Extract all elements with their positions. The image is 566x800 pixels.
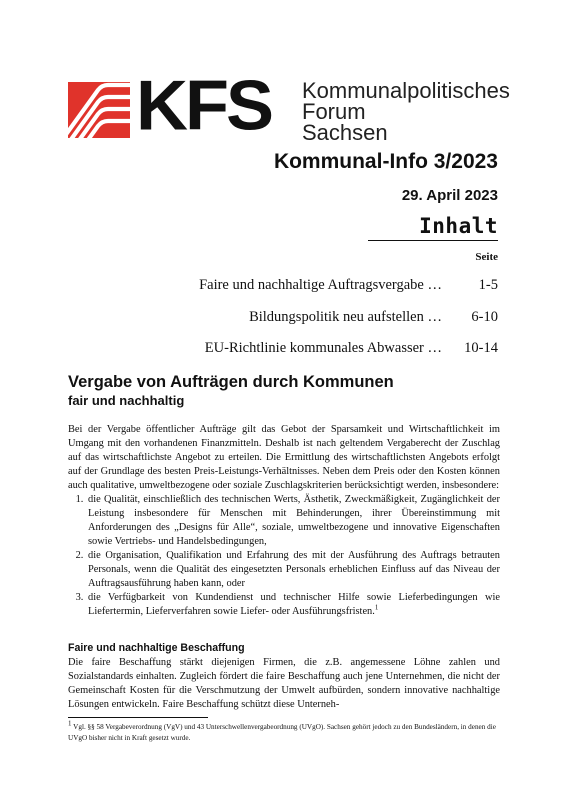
article-headline: Vergabe von Aufträgen durch Kommunen — [68, 373, 394, 391]
article-body — [68, 423, 500, 619]
footnote-text: Vgl. §§ 58 Vergabeverordnung (VgV) und 43 Unterschwellenvergabeordnung (UVgO). Sachsen gehört jedoch zu den Bundesländern, in denen die UVgO bisher nicht in Kraft gesetzt wurde. — [68, 723, 496, 742]
toc-divider — [368, 240, 498, 241]
issue-title: Kommunal-Info 3/2023 — [273, 150, 498, 173]
toc-item-title: Faire und nachhaltige Auftragsvergabe … — [199, 277, 442, 293]
list-item: 1. die Qualität, einschließlich des technischen Werts, Ästhetik, Zweckmäßigkeit, Zugänglichkeit der Leistung insbesondere für Menschen mit Behinderungen, ihrer Übereinstimmung mit Anforderungen des „Designs für Alle“, soziale, umweltbezogene und innovative Eigenschaften sowie Vertriebs- und Handelsbedingungen, — [86, 493, 500, 549]
footnote — [68, 719, 500, 744]
toc-page-label: Seite — [475, 251, 498, 263]
section-heading: Faire und nachhaltige Beschaffung — [68, 642, 245, 654]
section-text: Die faire Beschaffung stärkt diejenigen Firmen, die z.B. angemessene Löhne zahlen und Sozialstandards einhalten. Zugleich fördert die faire Beschaffung auch jene Unternehmen, die nicht der Gemeinschaft Kosten für die Verschmutzung der Umwelt aufbürden, sondern innovative nachhaltige Lösungen entwickeln. Faire Beschaffung schützt diese Unterneh- — [68, 657, 500, 710]
article-subheadline: fair und nachhaltig — [68, 393, 185, 408]
org-line-1: Kommunalpolitisches — [302, 78, 510, 103]
organization-name — [302, 80, 510, 143]
footnote-divider — [68, 717, 208, 718]
criteria-list — [68, 493, 500, 619]
toc-heading: Inhalt — [419, 214, 498, 238]
toc-item-title: Bildungspolitik neu aufstellen … — [249, 309, 442, 325]
toc-item-pages: 6-10 — [471, 309, 498, 325]
footnote-number: 1 — [68, 719, 72, 728]
toc-item[interactable] — [199, 277, 498, 294]
toc-item-title: EU-Richtlinie kommunales Abwasser … — [204, 340, 442, 356]
kfs-logo-letters: KFS — [136, 66, 271, 146]
list-item: 2. die Organisation, Qualifikation und Erfahrung des mit der Ausführung des Auftrags betrauten Personals, wenn die Qualität des eingesetzten Personals erheblichen Einfluss auf das Niveau der Auftragsausführung haben kann, oder — [86, 549, 500, 591]
toc-item[interactable] — [205, 340, 498, 357]
list-item — [86, 591, 500, 619]
article-intro: Bei der Vergabe öffentlicher Aufträge gilt das Gebot der Sparsamkeit und Wirtschaftlichkeit im Umgang mit den vorhandenen Finanzmitteln. Deshalb ist nach geltendem Vergaberecht der Zuschlag auf das wirtschaftlichste Angebot zu erteilen. Die Ermittlung des wirtschaftlichsten Angebots erfolgt auf der Grundlage des besten Preis-Leistungs-Verhältnisses. Neben dem Preis oder den Kosten können auch qualitative, umweltbezogene oder soziale Zuschlagskriterien berücksichtigt werden, insbesondere: — [68, 424, 500, 491]
toc-item-pages: 10-14 — [464, 340, 498, 356]
kfs-logo-mark — [68, 82, 130, 138]
issue-date: 29. April 2023 — [401, 187, 498, 204]
toc-item[interactable] — [249, 309, 498, 326]
org-line-2: Forum — [302, 99, 366, 124]
toc-item-pages: 1-5 — [478, 277, 498, 293]
list-item-text: die Verfügbarkeit von Kundendienst und technischer Hilfe sowie Lieferbedingungen wie Liefertermin, Lieferverfahren sowie Liefer- oder Ausführungsfristen. — [88, 592, 500, 617]
org-line-3: Sachsen — [302, 120, 388, 145]
footnote-ref[interactable]: 1 — [374, 603, 379, 612]
